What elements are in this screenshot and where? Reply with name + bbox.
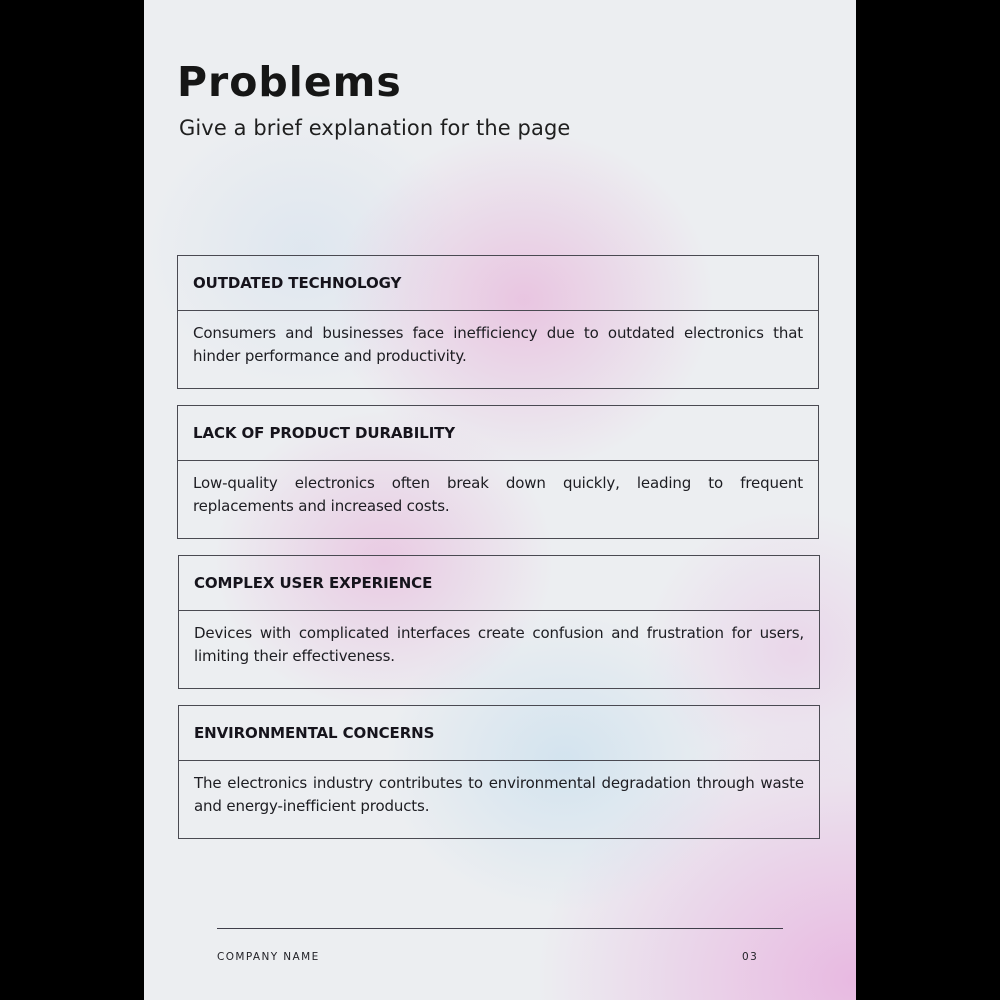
- card-header: [179, 556, 819, 611]
- problem-card-environmental-concerns: [178, 705, 820, 839]
- problem-card-user-experience: [178, 555, 820, 689]
- footer-page-number: 03: [742, 951, 759, 963]
- card-body: [178, 461, 818, 538]
- card-title: LACK OF PRODUCT DURABILITY: [193, 424, 456, 442]
- card-description: Low-quality electronics often break down quickly, leading to frequent replacements and increased costs.: [193, 474, 803, 515]
- page-subtitle: Give a brief explanation for the page: [179, 116, 571, 140]
- footer-divider: [217, 928, 783, 929]
- page-title: Problems: [177, 58, 402, 106]
- card-description: The electronics industry contributes to environmental degradation through waste and energy-inefficient products.: [194, 774, 804, 815]
- card-title: OUTDATED TECHNOLOGY: [193, 274, 402, 292]
- footer-company-name: COMPANY NAME: [217, 951, 320, 963]
- card-header: [178, 406, 818, 461]
- card-body: [179, 761, 819, 838]
- document-page: [144, 0, 856, 1000]
- card-header: [179, 706, 819, 761]
- card-title: ENVIRONMENTAL CONCERNS: [194, 724, 435, 742]
- problem-card-outdated-technology: [177, 255, 819, 389]
- card-body: [179, 611, 819, 688]
- card-description: Consumers and businesses face inefficiency due to outdated electronics that hinder performance and productivity.: [193, 324, 803, 365]
- card-description: Devices with complicated interfaces create confusion and frustration for users, limiting their effectiveness.: [194, 624, 804, 665]
- card-title: COMPLEX USER EXPERIENCE: [194, 574, 433, 592]
- problem-card-product-durability: [177, 405, 819, 539]
- card-body: [178, 311, 818, 388]
- card-header: [178, 256, 818, 311]
